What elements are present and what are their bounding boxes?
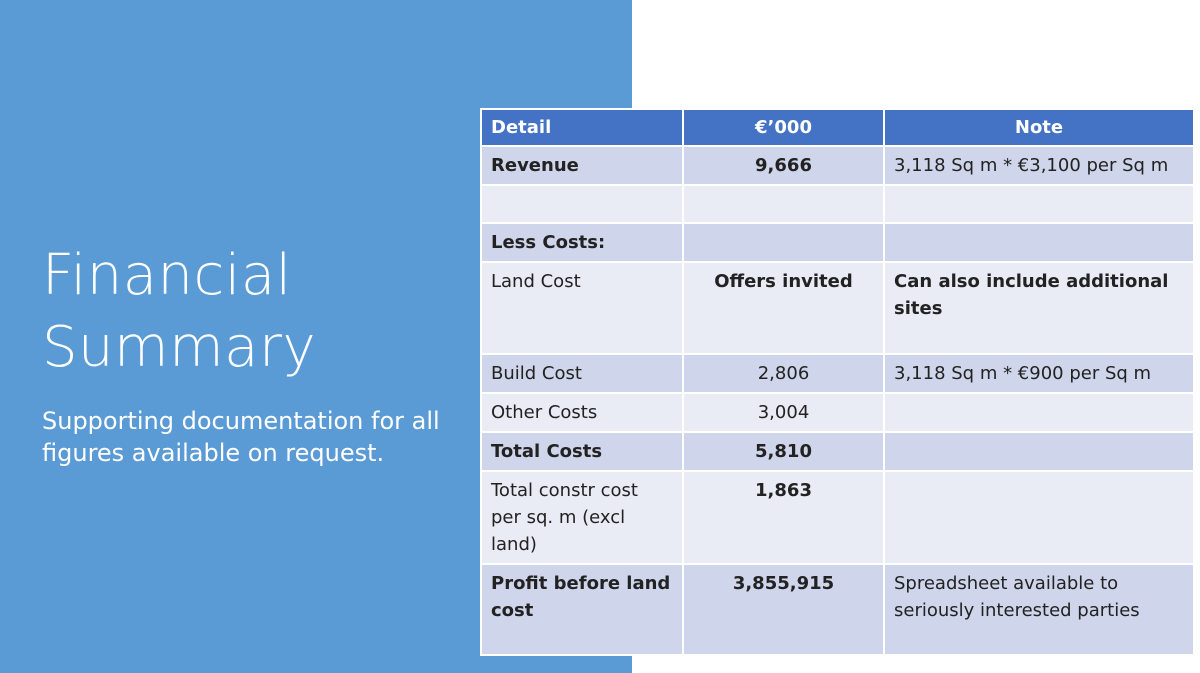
cell-value: Offers invited [683,262,884,354]
cell-note: Can also include additional sites [884,262,1194,354]
cell-value [683,185,884,223]
table-row-profit [481,564,1194,655]
cell-value: 9,666 [683,146,884,185]
financial-summary-table [480,108,1195,656]
table-row-other-costs [481,393,1194,432]
slide-title: Financial Summary [42,243,317,380]
cell-note: Spreadsheet available to seriously interested parties [884,564,1194,655]
cell-note [884,393,1194,432]
cell-value: 1,863 [683,471,884,564]
cell-note [884,471,1194,564]
cell-value [683,223,884,262]
cell-note [884,223,1194,262]
cell-value: 3,855,915 [683,564,884,655]
table-row-empty [481,185,1194,223]
cell-detail: Land Cost [481,262,683,354]
table-row-revenue [481,146,1194,185]
table-row-land-cost [481,262,1194,354]
cell-detail: Build Cost [481,354,683,393]
cell-detail: Less Costs: [481,223,683,262]
cell-detail: Other Costs [481,393,683,432]
cell-detail: Profit before land cost [481,564,683,655]
header-value: €’000 [683,109,884,146]
table-row-constr-cost-per-sqm [481,471,1194,564]
slide-subtitle: Supporting documentation for all figures available on request. [42,407,440,467]
table-row-less-costs [481,223,1194,262]
cell-detail: Total constr cost per sq. m (excl land) [481,471,683,564]
table-header-row [481,109,1194,146]
header-detail: Detail [481,109,683,146]
cell-note [884,185,1194,223]
cell-note: 3,118 Sq m * €3,100 per Sq m [884,146,1194,185]
cell-detail [481,185,683,223]
cell-detail: Revenue [481,146,683,185]
header-note: Note [884,109,1194,146]
cell-note: 3,118 Sq m * €900 per Sq m [884,354,1194,393]
cell-note [884,432,1194,471]
cell-value: 3,004 [683,393,884,432]
cell-value: 2,806 [683,354,884,393]
cell-detail: Total Costs [481,432,683,471]
cell-value: 5,810 [683,432,884,471]
table-row-total-costs [481,432,1194,471]
table-row-build-cost [481,354,1194,393]
